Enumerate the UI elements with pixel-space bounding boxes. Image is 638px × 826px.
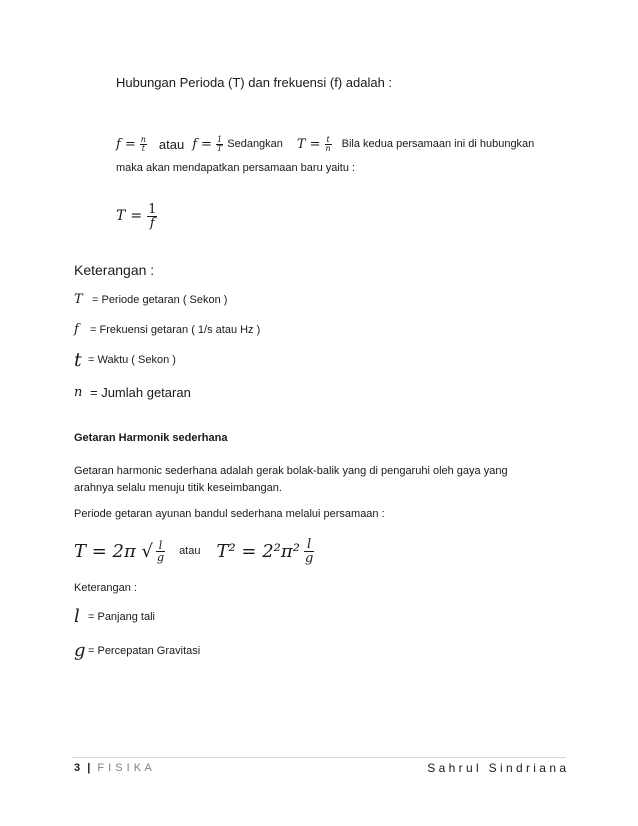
fraction-numerator: n	[140, 134, 146, 144]
keterangan-text: = Percepatan Gravitasi	[88, 644, 201, 657]
symbol-l: l	[74, 606, 80, 627]
footer-divider	[72, 757, 566, 758]
section-heading: Hubungan Perioda (T) dan frekuensi (f) adalah :	[116, 75, 393, 90]
symbol-t: t	[74, 349, 82, 371]
paragraph-line: Getaran harmonic sederhana adalah gerak bolak-balik yang di pengaruhi oleh gaya yang	[74, 465, 508, 477]
paragraph-line: Periode getaran ayunan bandul sederhana melalui persamaan :	[74, 508, 385, 520]
keterangan-item	[74, 606, 155, 627]
footer-author: S a h r u l S i n d r i a n a	[427, 761, 566, 775]
paragraph-line: arahnya selalu menuju titik keseimbangan.	[74, 482, 282, 494]
symbol-T: T	[296, 136, 306, 152]
paragraph-line: maka akan mendapatkan persamaan baru yaitu :	[116, 162, 356, 174]
footer-section: F I S I K A	[97, 762, 153, 774]
fraction-numerator: 1	[217, 134, 223, 144]
fraction-n-over-t	[140, 136, 147, 153]
fraction-1-over-T	[216, 136, 223, 153]
fraction-denominator: g	[157, 550, 165, 564]
keterangan-title: Keterangan :	[74, 582, 137, 594]
fraction-1-over-f	[147, 203, 157, 230]
pendulum-equation-row	[74, 532, 314, 570]
equals-sign: =	[309, 136, 321, 152]
keterangan-item	[74, 292, 227, 307]
symbol-T: T	[116, 208, 126, 224]
fraction-numerator: l	[307, 536, 312, 552]
fraction-numerator: l	[158, 538, 163, 552]
fraction-denominator: n	[325, 143, 331, 153]
symbol-T: T	[74, 292, 83, 307]
pendulum-period-lhs: T = 2π √	[74, 540, 154, 562]
page-number: 3	[74, 762, 81, 774]
symbol-n: n	[74, 385, 83, 400]
keterangan-text: = Waktu ( Sekon )	[88, 354, 176, 366]
fraction-numerator: t	[326, 134, 330, 144]
symbol-f: f	[192, 136, 197, 152]
keterangan-text: = Panjang tali	[88, 610, 155, 623]
atau-word: atau	[179, 545, 201, 557]
fraction-l-over-g	[156, 540, 165, 563]
keterangan-text: = Frekuensi getaran ( 1/s atau Hz )	[90, 323, 261, 336]
period-equation	[116, 198, 157, 234]
keterangan-item	[74, 640, 200, 661]
symbol-f: f	[116, 136, 121, 152]
sedangkan-word: Sedangkan	[227, 138, 283, 150]
equals-sign: =	[130, 208, 143, 224]
atau-word: atau	[158, 136, 185, 152]
fraction-denominator: t	[141, 143, 145, 153]
fraction-denominator: T	[216, 143, 223, 153]
pendulum-period-squared-lhs: T² = 2²π²	[216, 540, 300, 562]
equals-sign: =	[124, 136, 136, 152]
keterangan-item	[74, 385, 191, 400]
fraction-denominator: f	[147, 216, 157, 230]
keterangan-title: Keterangan :	[74, 262, 155, 278]
symbol-f: f	[74, 322, 79, 337]
footer-separator: |	[87, 762, 91, 774]
section-title: Getaran Harmonik sederhana	[74, 432, 228, 444]
footer-left	[74, 762, 152, 774]
bila-text: Bila kedua persamaan ini di hubungkan	[341, 138, 535, 150]
keterangan-text: = Periode getaran ( Sekon )	[92, 293, 228, 306]
fraction-l-over-g	[304, 538, 314, 565]
keterangan-item	[74, 349, 176, 371]
fraction-numerator: 1	[148, 201, 157, 217]
keterangan-item	[74, 322, 260, 337]
symbol-g: g	[74, 640, 86, 661]
frequency-equation-row	[116, 130, 534, 158]
equals-sign: =	[201, 136, 212, 152]
fraction-t-over-n	[325, 136, 332, 153]
fraction-denominator: g	[304, 550, 314, 566]
keterangan-text: = Jumlah getaran	[90, 385, 191, 400]
